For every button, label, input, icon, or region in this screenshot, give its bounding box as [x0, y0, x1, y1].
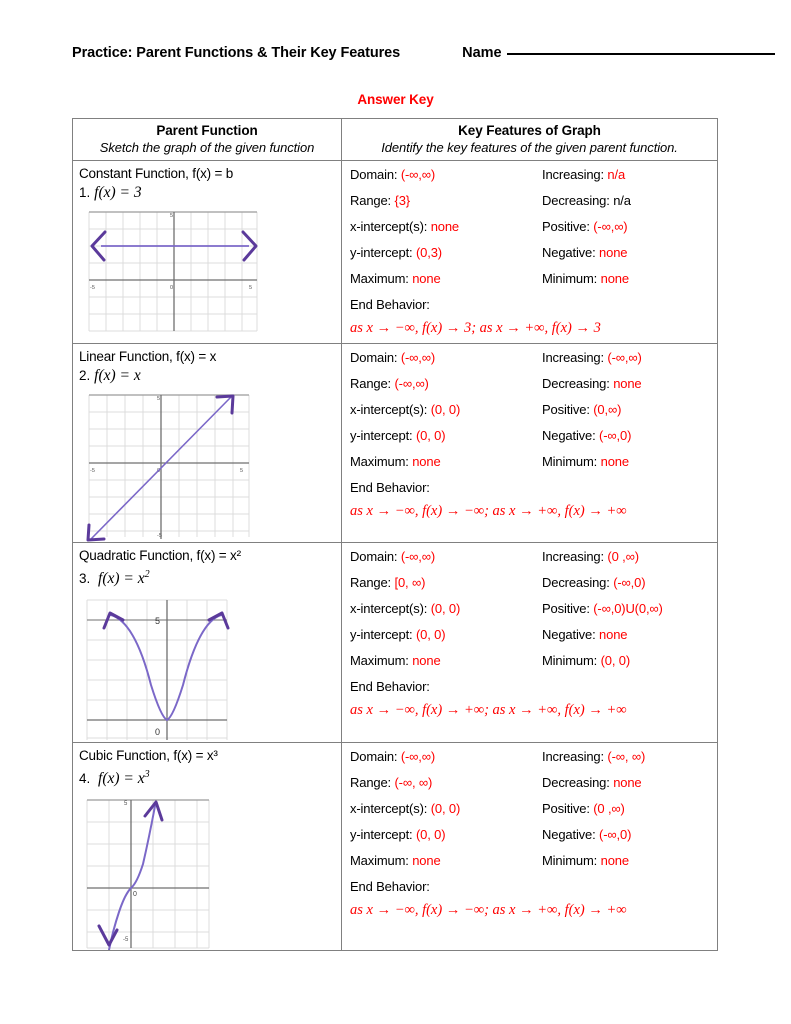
label-negative: Negative:	[542, 245, 596, 260]
value-positive: (0 ,∞)	[593, 801, 625, 816]
equation-text-2: f(x) = x	[94, 367, 141, 384]
value-maximum: none	[412, 653, 441, 668]
x-axis-label-left: -5	[90, 285, 95, 291]
value-maximum: none	[412, 271, 441, 286]
label-domain: Domain:	[350, 167, 398, 182]
feature-row-max-min	[350, 454, 717, 470]
feature-row-xint-positive	[350, 601, 717, 617]
table-row	[73, 161, 717, 344]
label-end-behavior: End Behavior:	[350, 480, 430, 495]
feature-row-domain-increasing	[350, 549, 717, 565]
function-name-quadratic-text: Quadratic Function, f(x) = x²	[79, 548, 241, 563]
parent-functions-table	[72, 118, 718, 951]
graph-svg-linear	[79, 387, 264, 542]
feature-row-range-decreasing	[350, 775, 717, 791]
value-decreasing: none	[613, 775, 642, 790]
label-positive: Positive:	[542, 402, 590, 417]
value-minimum: (0, 0)	[600, 653, 631, 668]
feature-row-yint-negative	[350, 627, 717, 643]
features-cell-linear	[342, 344, 717, 542]
label-y-intercept: y-intercept:	[350, 428, 413, 443]
value-end-behavior: as x → −∞, f(x) → −∞; as x → +∞, f(x) → +∞	[350, 503, 627, 519]
value-y-intercept: (0, 0)	[415, 428, 446, 443]
feature-row-yint-negative	[350, 428, 717, 444]
table-header-row	[73, 119, 717, 161]
label-domain: Domain:	[350, 549, 398, 564]
graph-cell-quadratic	[73, 543, 342, 742]
value-x-intercept: (0, 0)	[430, 801, 461, 816]
feature-row-max-min	[350, 853, 717, 869]
label-x-intercept: x-intercept(s):	[350, 219, 428, 234]
label-x-intercept: x-intercept(s):	[350, 801, 428, 816]
feature-row-max-min	[350, 271, 717, 287]
y-axis-label-top: 5	[155, 616, 161, 626]
table-row	[73, 543, 717, 743]
label-positive: Positive:	[542, 601, 590, 616]
value-decreasing: n/a	[613, 193, 631, 208]
y-axis-label-bottom: -5	[123, 937, 129, 943]
x-axis-label-origin: 0	[170, 285, 174, 291]
item-number-1: 1.	[79, 185, 91, 200]
function-name-constant: Constant Function, f(x) = b	[79, 166, 234, 181]
function-equation-cubic	[79, 765, 341, 788]
equation-text-4: f(x) = x	[98, 770, 145, 787]
name-label-text: Name	[462, 45, 502, 61]
x-axis-label-left: -5	[90, 468, 95, 474]
table-row	[73, 344, 717, 543]
function-equation-linear	[79, 366, 341, 385]
function-name-quadratic	[79, 547, 341, 564]
value-negative: (-∞,0)	[599, 827, 632, 842]
feature-row-xint-positive	[350, 219, 717, 235]
value-increasing: n/a	[607, 167, 626, 182]
item-number-4: 4.	[79, 771, 91, 786]
value-end-behavior: as x → −∞, f(x) → +∞; as x → +∞, f(x) → +∞	[350, 702, 627, 718]
value-minimum: none	[600, 454, 629, 469]
feature-row-range-decreasing	[350, 193, 717, 209]
item-number-2: 2.	[79, 368, 91, 383]
value-maximum: none	[412, 853, 441, 868]
column-subtitle-key-features: Identify the key features of the given parent function.	[381, 140, 678, 155]
answer-key-banner: Answer Key	[357, 92, 434, 107]
equation-text-3: f(x) = x	[98, 570, 145, 587]
label-increasing: Increasing:	[542, 350, 604, 365]
value-decreasing: (-∞,0)	[613, 575, 646, 590]
column-title-key-features: Key Features of Graph	[458, 123, 601, 138]
label-y-intercept: y-intercept:	[350, 827, 413, 842]
feature-row-range-decreasing	[350, 575, 717, 591]
label-positive: Positive:	[542, 219, 590, 234]
value-maximum: none	[412, 454, 441, 469]
graph-svg-cubic	[79, 790, 264, 950]
value-domain: (-∞,∞)	[400, 749, 436, 764]
label-minimum: Minimum:	[542, 853, 598, 868]
label-maximum: Maximum:	[350, 653, 409, 668]
feature-row-xint-positive	[350, 801, 717, 817]
function-equation-constant	[79, 183, 341, 202]
label-negative: Negative:	[542, 428, 596, 443]
x-axis-label-right: 5	[249, 285, 253, 291]
label-increasing: Increasing:	[542, 549, 604, 564]
value-domain: (-∞,∞)	[400, 549, 436, 564]
value-end-behavior: as x → −∞, f(x) → 3; as x → +∞, f(x) → 3	[350, 320, 601, 336]
features-cell-cubic	[342, 743, 717, 950]
header-cell-parent-function	[73, 119, 342, 160]
label-range: Range:	[350, 376, 392, 391]
equation-exponent-4: 3	[144, 769, 150, 780]
feature-row-yint-negative	[350, 827, 717, 843]
label-minimum: Minimum:	[542, 653, 598, 668]
value-y-intercept: (0, 0)	[415, 827, 446, 842]
x-axis-label-right: 5	[240, 468, 244, 474]
features-cell-constant	[342, 161, 717, 343]
label-negative: Negative:	[542, 827, 596, 842]
label-x-intercept: x-intercept(s):	[350, 601, 428, 616]
label-y-intercept: y-intercept:	[350, 245, 413, 260]
value-increasing: (-∞, ∞)	[607, 749, 646, 764]
label-increasing: Increasing:	[542, 167, 604, 182]
value-increasing: (0 ,∞)	[607, 549, 639, 564]
graph-cell-cubic	[73, 743, 342, 950]
label-increasing: Increasing:	[542, 749, 604, 764]
label-decreasing: Decreasing:	[542, 775, 610, 790]
label-domain: Domain:	[350, 749, 398, 764]
graph-svg-quadratic	[79, 590, 264, 742]
origin-label: 0	[133, 891, 137, 898]
value-range: (-∞, ∞)	[394, 775, 433, 790]
label-end-behavior: End Behavior:	[350, 879, 430, 894]
value-minimum: none	[600, 271, 629, 286]
graph-linear	[79, 387, 341, 542]
upper-arrowhead	[217, 396, 233, 413]
label-x-intercept: x-intercept(s):	[350, 402, 428, 417]
function-name-cubic-text: Cubic Function, f(x) = x³	[79, 748, 218, 763]
feature-row-xint-positive	[350, 402, 717, 418]
value-range: [0, ∞)	[394, 575, 426, 590]
name-blank-line[interactable]	[507, 53, 775, 55]
value-range: {3}	[394, 193, 410, 208]
label-end-behavior: End Behavior:	[350, 679, 430, 694]
features-cell-quadratic	[342, 543, 717, 742]
graph-cell-constant	[73, 161, 342, 343]
equation-text-1: f(x) = 3	[94, 184, 142, 201]
value-positive: (-∞,∞)	[593, 219, 628, 234]
value-domain: (-∞,∞)	[400, 167, 436, 182]
item-number-3: 3.	[79, 571, 91, 586]
function-equation-quadratic	[79, 565, 341, 588]
label-decreasing: Decreasing:	[542, 376, 610, 391]
label-range: Range:	[350, 775, 392, 790]
page-title: Practice: Parent Functions & Their Key Features	[72, 45, 401, 61]
y-axis-label-top: 5	[157, 396, 161, 402]
name-field-label	[462, 45, 775, 61]
label-y-intercept: y-intercept:	[350, 627, 413, 642]
label-decreasing: Decreasing:	[542, 193, 610, 208]
feature-row-domain-increasing	[350, 350, 717, 366]
graph-constant	[79, 204, 341, 334]
label-maximum: Maximum:	[350, 454, 409, 469]
label-minimum: Minimum:	[542, 454, 598, 469]
graph-svg-constant	[79, 204, 264, 334]
cubic-curve	[109, 806, 155, 950]
origin-label: 0	[155, 727, 161, 737]
feature-row-range-decreasing	[350, 376, 717, 392]
function-name-cubic	[79, 747, 341, 764]
label-decreasing: Decreasing:	[542, 575, 610, 590]
label-negative: Negative:	[542, 627, 596, 642]
label-positive: Positive:	[542, 801, 590, 816]
value-increasing: (-∞,∞)	[607, 350, 642, 365]
value-x-intercept: (0, 0)	[430, 402, 461, 417]
label-range: Range:	[350, 575, 392, 590]
feature-row-domain-increasing	[350, 167, 717, 183]
value-range: (-∞,∞)	[394, 376, 429, 391]
value-decreasing: none	[613, 376, 642, 391]
graph-cubic	[79, 790, 341, 950]
table-row	[73, 743, 717, 950]
equation-exponent-3: 2	[144, 569, 150, 580]
column-subtitle-parent-function: Sketch the graph of the given function	[99, 140, 315, 155]
label-minimum: Minimum:	[542, 271, 598, 286]
y-axis-label-top: 5	[170, 213, 174, 219]
value-y-intercept: (0, 0)	[415, 627, 446, 642]
page-header	[72, 45, 722, 69]
header-cell-key-features	[342, 119, 717, 160]
function-name-linear: Linear Function, f(x) = x	[79, 349, 217, 364]
value-negative: none	[599, 245, 628, 260]
value-x-intercept: (0, 0)	[430, 601, 461, 616]
value-y-intercept: (0,3)	[415, 245, 442, 260]
label-maximum: Maximum:	[350, 271, 409, 286]
graph-quadratic	[79, 590, 341, 742]
feature-row-yint-negative	[350, 245, 717, 261]
label-end-behavior: End Behavior:	[350, 297, 430, 312]
label-range: Range:	[350, 193, 392, 208]
label-maximum: Maximum:	[350, 853, 409, 868]
value-x-intercept: none	[430, 219, 460, 234]
y-axis-label-bottom: -5	[157, 533, 162, 539]
value-negative: (-∞,0)	[599, 428, 632, 443]
value-minimum: none	[600, 853, 629, 868]
graph-cell-linear	[73, 344, 342, 542]
value-positive: (0,∞)	[593, 402, 622, 417]
feature-row-domain-increasing	[350, 749, 717, 765]
y-axis-label-top: 5	[124, 801, 128, 807]
value-negative: none	[599, 627, 628, 642]
value-end-behavior: as x → −∞, f(x) → −∞; as x → +∞, f(x) → +∞	[350, 902, 627, 918]
feature-row-max-min	[350, 653, 717, 669]
column-title-parent-function: Parent Function	[156, 123, 258, 138]
value-positive: (-∞,0)U(0,∞)	[593, 601, 663, 616]
label-domain: Domain:	[350, 350, 398, 365]
value-domain: (-∞,∞)	[400, 350, 436, 365]
